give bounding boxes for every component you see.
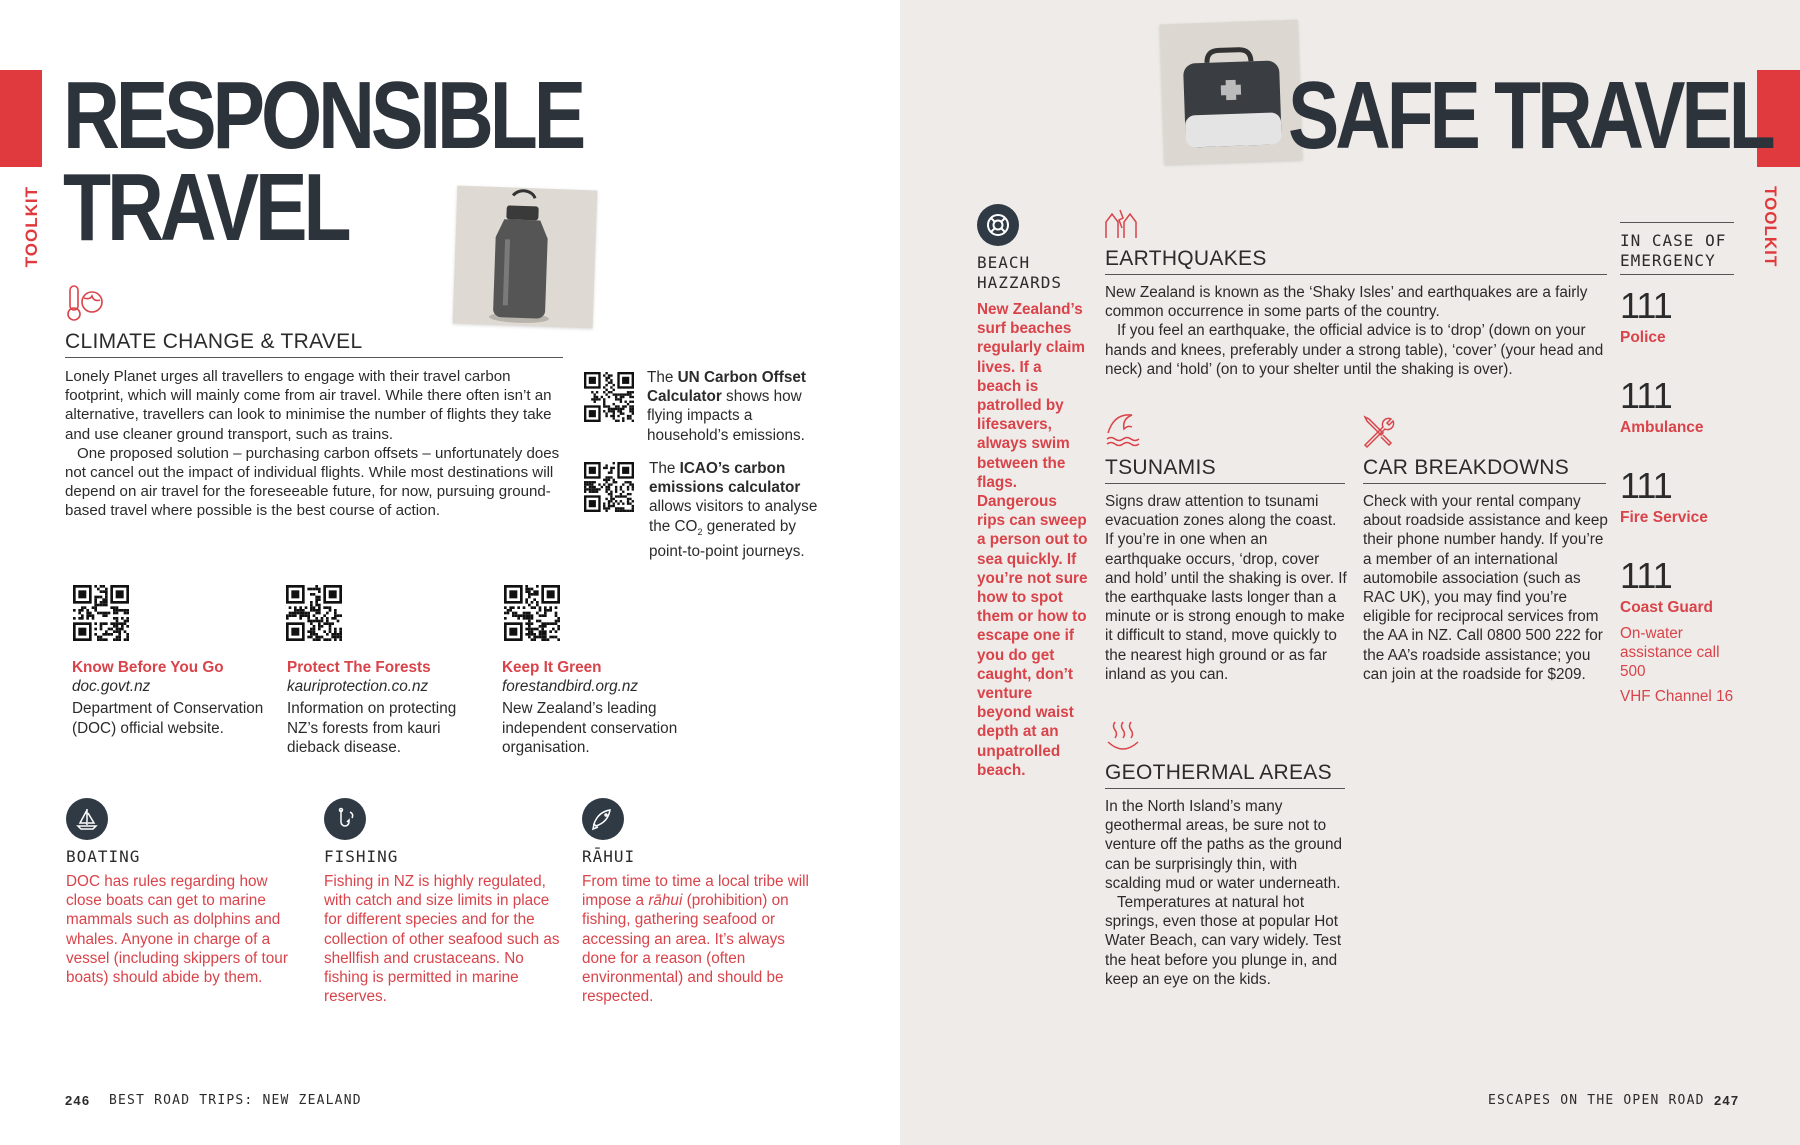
org-desc: New Zealand’s leading independent conservation organisation.: [502, 700, 678, 756]
qr-code[interactable]: [584, 462, 634, 512]
qr-code[interactable]: [286, 585, 342, 641]
qr-note-un-pre: The: [647, 369, 678, 386]
climate-heading: CLIMATE CHANGE & TRAVEL: [65, 330, 563, 358]
emergency-label-police: Police: [1620, 329, 1666, 346]
qr-note-icao: [649, 459, 819, 561]
qr-note-icao-bold: ICAO’s carbon emissions calculator: [649, 460, 801, 497]
red-edge-tab: [0, 70, 42, 167]
qr-note-un-bold: UN Carbon Offset Calculator: [647, 369, 806, 406]
org-url[interactable]: forestandbird.org.nz: [502, 678, 639, 696]
emergency-onwater: On-water assistance call 500: [1620, 625, 1720, 681]
rahui-text: [582, 872, 817, 1006]
page-number-left: 246: [65, 1093, 91, 1108]
qr-note-icao-pre: The: [649, 460, 680, 477]
rahui-text-pre: From time to time a local tribe will impose a: [582, 873, 809, 910]
org-name[interactable]: Protect The Forests: [287, 659, 431, 676]
rahui-term: rāhui: [648, 892, 683, 910]
org-name[interactable]: Know Before You Go: [72, 659, 224, 676]
boating-heading: BOATING: [66, 847, 141, 866]
tsunamis-text: Signs draw attention to tsunami evacuation zones along the coast. If you’re in one when an earthquake occurs, ‘drop, cover and hold’ until the shaking is over. If the earthquake lasts longer than a minute or is strong enough to make it difficult to stand, move quickly to the nearest high ground or as far inland as you can.: [1105, 493, 1347, 683]
fishing-heading: FISHING: [324, 847, 399, 866]
climate-para-1: Lonely Planet urges all travellers to engage with their travel carbon footprint, which will mainly come from air travel. While there often isn’t an alternative, travellers can look to minimise the number of flights they take and use cleaner ground transport, such as trains.: [65, 368, 552, 443]
qr-note-un-post: shows how flying impacts a household’s emissions.: [647, 388, 805, 444]
org-url[interactable]: kauriprotection.co.nz: [287, 678, 429, 696]
emergency-number-ambulance: 111: [1620, 375, 1672, 416]
qr-code[interactable]: [584, 372, 634, 422]
qr-code[interactable]: [504, 585, 560, 641]
boating-text: DOC has rules regarding how close boats can get to marine mammals such as dolphins and whales. Anyone in charge of a vessel (including skippers of tour boats) should abide by them.: [66, 873, 288, 987]
footer-section-title: ESCAPES ON THE OPEN ROAD: [1488, 1093, 1705, 1108]
earthquakes-rule: [1105, 274, 1607, 275]
climate-body: [65, 367, 565, 521]
safe-travel-title: SAFE TRAVEL: [1288, 62, 1772, 169]
sailboat-icon: [66, 798, 108, 840]
fish-icon: [582, 798, 624, 840]
right-page: [900, 0, 1800, 1145]
earthquakes-body: [1105, 283, 1607, 379]
water-bottle-photo: [453, 186, 598, 329]
emergency-number-fire: 111: [1620, 465, 1672, 506]
org-desc: Information on protecting NZ’s forests from kauri dieback disease.: [287, 700, 457, 756]
qr-note-icao-post2: generated by point-to-point journeys.: [649, 517, 805, 560]
org-protect-the-forests: [287, 658, 477, 757]
tsunami-wave-icon: [1105, 411, 1145, 452]
fishing-hook-icon: [324, 798, 366, 840]
qr-note-icao-post: allows visitors to analyse the CO: [649, 498, 818, 535]
emergency-vhf: VHF Channel 16: [1620, 688, 1734, 705]
title-line-2: TRAVEL: [63, 154, 348, 261]
footer-book-title: BEST ROAD TRIPS: NEW ZEALAND: [109, 1093, 362, 1108]
org-know-before-you-go: [72, 658, 277, 738]
geothermal-heading: GEOTHERMAL AREAS: [1105, 761, 1345, 789]
lifebuoy-icon: [977, 204, 1019, 246]
title-line-1: RESPONSIBLE: [63, 62, 583, 169]
emergency-label-coastguard: Coast Guard: [1620, 599, 1714, 616]
wrench-screwdriver-icon: [1361, 413, 1397, 454]
geothermal-para-2: Temperatures at natural hot springs, even those at popular Hot Water Beach, can vary widely. Test the heat before you plunge in, and keep an eye on the kids.: [1105, 894, 1342, 988]
rahui-heading: RĀHUI: [582, 847, 636, 866]
qr-code[interactable]: [73, 585, 129, 641]
emergency-bottom-rule: [1620, 274, 1734, 275]
emergency-top-rule: [1620, 222, 1734, 223]
earthquakes-para-2: If you feel an earthquake, the official advice is to ‘drop’ (down on your hands and knees, preferably under a strong table), ‘cover’ (your head and neck) and ‘hold’ (on to your shelter until the shaking is over).: [1105, 322, 1604, 378]
emergency-heading: IN CASE OF EMERGENCY: [1620, 231, 1727, 270]
beach-hazards-heading: BEACH HAZZARDS: [977, 253, 1063, 292]
car-breakdowns-heading: CAR BREAKDOWNS: [1363, 456, 1606, 484]
org-keep-it-green: [502, 658, 702, 757]
first-aid-kit-photo: [1160, 20, 1303, 165]
beach-hazards-text: New Zealand’s surf beaches regularly claim lives. If a beach is patrolled by lifesavers, always swim between the flags. Dangerous rips can sweep a person out to sea quickly. If you’re not sure how to spot them or how to escape one if you do get caught, don’t venture beyond waist depth at an unpatrolled beach.: [977, 301, 1088, 779]
org-url[interactable]: doc.govt.nz: [72, 678, 151, 696]
toolkit-label: TOOLKIT: [22, 186, 41, 268]
earthquakes-para-1: New Zealand is known as the ‘Shaky Isles’ and earthquakes are a fairly common occurrence in some parts of the country.: [1105, 284, 1588, 321]
car-breakdowns-text: Check with your rental company about roadside assistance and keep their phone number handy. If you’re a member of an international automobile association (such as RAC UK), you may find you’re eligible for reciprocal services from the AA in NZ. Call 0800 500 222 for the AA’s roadside assistance; you can join at the roadside for $209.: [1363, 493, 1608, 683]
tsunamis-heading: TSUNAMIS: [1105, 456, 1345, 484]
thermometer-globe-icon: [64, 284, 104, 327]
hot-springs-icon: [1105, 718, 1141, 759]
emergency-label-fire: Fire Service: [1620, 509, 1708, 526]
earthquakes-heading: EARTHQUAKES: [1105, 247, 1267, 270]
emergency-label-ambulance: Ambulance: [1620, 419, 1704, 436]
geothermal-body: [1105, 797, 1347, 989]
org-desc: Department of Conservation (DOC) official website.: [72, 700, 264, 737]
emergency-number-police: 111: [1620, 285, 1672, 326]
climate-para-2: One proposed solution – purchasing carbon offsets – unfortunately does not cancel out the impact of individual flights. While most destinations will depend on air travel for the foreseeable future, for now, pursuing ground-based travel where possible is the best course of action.: [65, 444, 560, 520]
toolkit-label: TOOLKIT: [1761, 186, 1780, 268]
co2-subscript: 2: [697, 526, 703, 537]
rahui-text-post: (prohibition) on fishing, gathering seafood or accessing an area. It’s always done for a reason (often environmental) and should be respected.: [582, 892, 789, 1006]
fishing-text: Fishing in NZ is highly regulated, with catch and size limits in place for different species and for the collection of other seafood such as shellfish and crustaceans. No fishing is permitted in marine reserves.: [324, 873, 560, 1006]
emergency-number-coastguard: 111: [1620, 555, 1672, 596]
earthquake-icon: [1103, 204, 1141, 245]
qr-note-un: [647, 368, 817, 445]
page-number-right: 247: [1714, 1093, 1740, 1108]
geothermal-para-1: In the North Island’s many geothermal areas, be sure not to venture off the paths as the ground can be surprisingly thin, with scalding mud or water underneath.: [1105, 798, 1342, 892]
org-name[interactable]: Keep It Green: [502, 659, 602, 676]
